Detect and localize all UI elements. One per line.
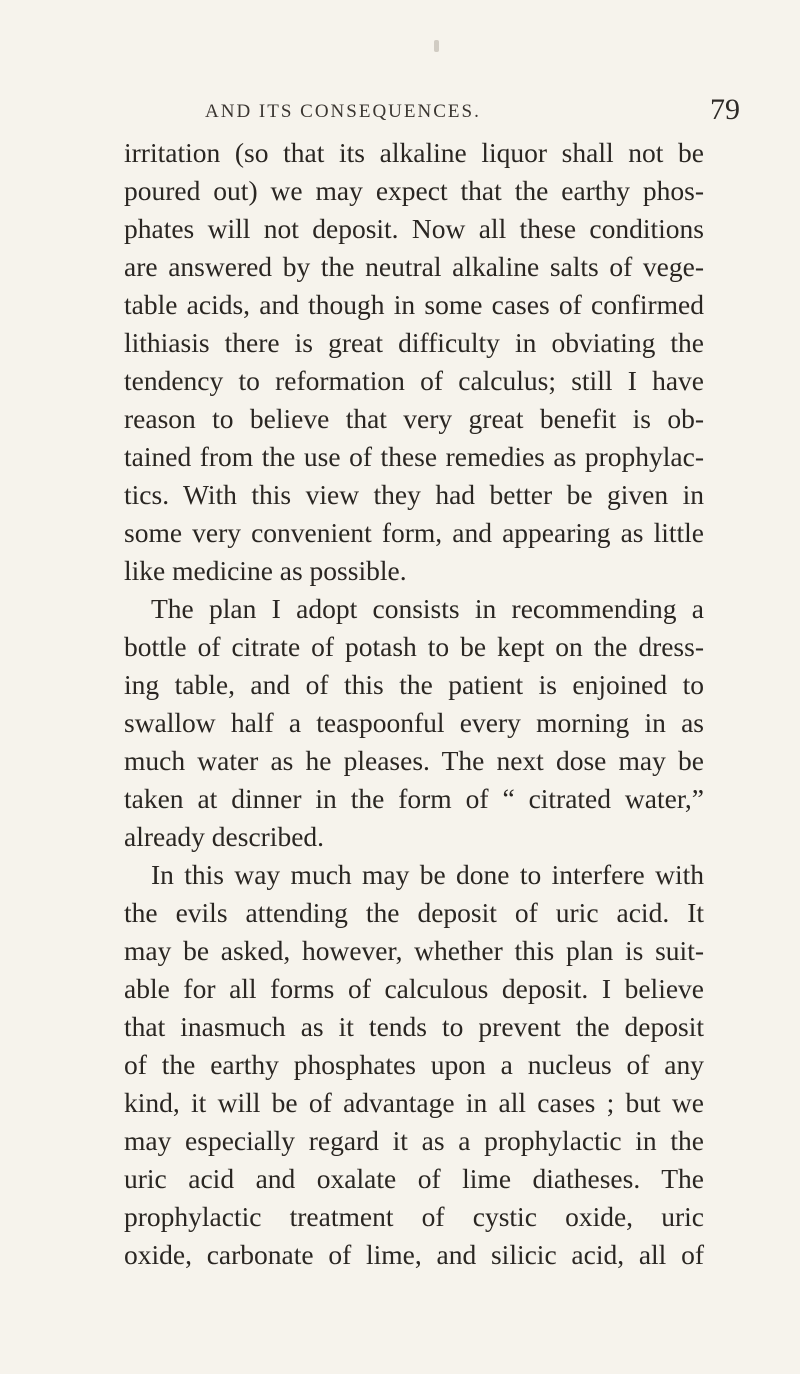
text-line: able for all forms of calculous deposit. I believe bbox=[124, 973, 704, 1004]
text-line: much water as he pleases. The next dose may be bbox=[124, 745, 704, 776]
text-line: table acids, and though in some cases of confirmed bbox=[124, 289, 704, 320]
text-line: uric acid and oxalate of lime diatheses. The bbox=[124, 1163, 704, 1194]
text-line: of the earthy phosphates upon a nucleus of any bbox=[124, 1049, 704, 1080]
text-line: tendency to reformation of calculus; still I have bbox=[124, 365, 704, 396]
text-line: phates will not deposit. Now all these conditions bbox=[124, 213, 704, 244]
text-line: tained from the use of these remedies as prophylac- bbox=[124, 441, 704, 472]
text-line: the evils attending the deposit of uric acid. It bbox=[124, 897, 704, 928]
text-line: kind, it will be of advantage in all cases ; but we bbox=[124, 1087, 704, 1118]
page-number: 79 bbox=[710, 93, 740, 126]
text-line: prophylactic treatment of cystic oxide, uric bbox=[124, 1201, 704, 1232]
text-line: swallow half a teaspoonful every morning in as bbox=[124, 707, 704, 738]
text-line: may especially regard it as a prophylactic in the bbox=[124, 1125, 704, 1156]
running-head: AND ITS CONSEQUENCES. bbox=[205, 101, 481, 122]
text-line: that inasmuch as it tends to prevent the deposit bbox=[124, 1011, 704, 1042]
text-line: bottle of citrate of potash to be kept on the dress- bbox=[124, 631, 704, 662]
text-line: already described. bbox=[124, 821, 325, 852]
text-line: reason to believe that very great benefit is ob- bbox=[124, 403, 704, 434]
text-line: some very convenient form, and appearing as little bbox=[124, 517, 704, 548]
text-line: irritation (so that its alkaline liquor shall not be bbox=[124, 137, 704, 168]
text-line: taken at dinner in the form of “ citrated water,” bbox=[124, 783, 704, 814]
text-line: In this way much may be done to interfere with bbox=[151, 859, 704, 890]
text-line: poured out) we may expect that the earthy phos- bbox=[124, 175, 704, 206]
text-line: lithiasis there is great difficulty in obviating the bbox=[124, 327, 704, 358]
ink-speck bbox=[434, 40, 439, 52]
text-line: tics. With this view they had better be given in bbox=[124, 479, 704, 510]
text-line: ing table, and of this the patient is enjoined to bbox=[124, 669, 704, 700]
text-line: may be asked, however, whether this plan is suit- bbox=[124, 935, 704, 966]
body-text bbox=[124, 134, 704, 1274]
text-line: are answered by the neutral alkaline salts of vege- bbox=[124, 251, 704, 282]
text-line: like medicine as possible. bbox=[124, 555, 407, 586]
text-line: The plan I adopt consists in recommending a bbox=[151, 593, 704, 624]
text-line: oxide, carbonate of lime, and silicic acid, all of bbox=[124, 1239, 704, 1270]
